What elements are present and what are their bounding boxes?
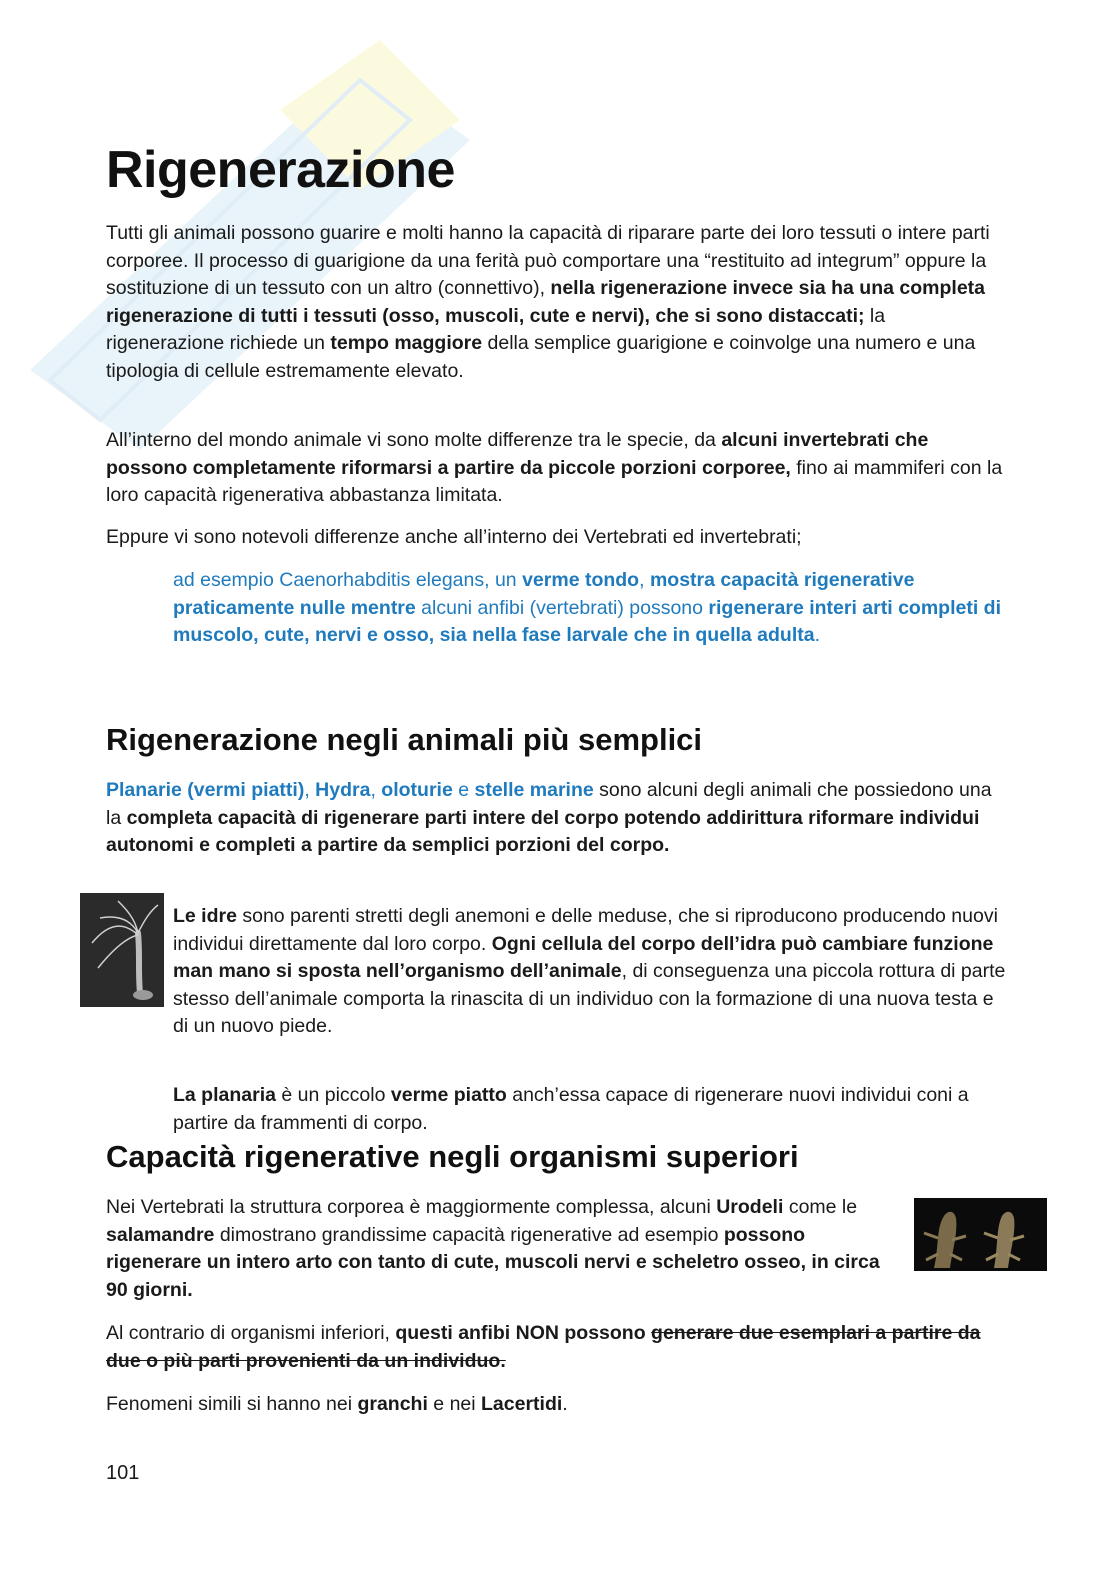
vertebrates-paragraph: Nei Vertebrati la struttura corporea è maggiormente complessa, alcuni Urodeli come le salamandre dimostrano grandissime capacità rigenerative ad esempio possono rigenerare un intero arto con tanto di cute, muscoli nervi e scheletro osseo, in circa 90 giorni. (106, 1196, 880, 1301)
planaria-paragraph: La planaria è un piccolo verme piatto anch’essa capace di rigenerare nuovi individui coni a partire da frammenti di corpo. (173, 1084, 969, 1134)
amphibians-paragraph: Al contrario di organismi inferiori, questi anfibi NON possono generare due esemplari a partire da due o più parti provenienti da un individuo. (106, 1322, 981, 1372)
hydra-image (80, 893, 164, 1007)
simple-animals-paragraph: Planarie (vermi piatti), Hydra, oloturie e stelle marine sono alcuni degli animali che possiedono una la completa capacità di rigenerare parti intere del corpo potendo addirittura riformare individui autonomi e completi a partire da semplici porzioni del corpo. (106, 779, 992, 856)
intro-paragraph: Tutti gli animali possono guarire e molti hanno la capacità di riparare parte dei loro tessuti o intere parti corporee. Il processo di guarigione da una ferità può comportare una “restituito ad integrum” oppure la sostituzione di un tessuto con un altro (connettivo), nella rigenerazione invece sia ha una completa rigenerazione di tutti i tessuti (osso, muscoli, cute e nervi), che si sono distaccati; la rigenerazione richiede un tempo maggiore della semplice guarigione e coinvolge una numero e una tipologia di cellule estremamente elevato. (106, 222, 990, 382)
hydra-paragraph: Le idre sono parenti stretti degli anemoni e delle meduse, che si riproducono producendo nuovi individui direttamente dal loro corpo. Ogni cellula del corpo dell’idra può cambiare funzione man mano si sposta nell’organismo dell’animale, di conseguenza una piccola rottura di parte stesso dell’animale comporta la rinascita di un individuo con la formazione di una nuova testa e di un nuovo piede. (173, 905, 1006, 1037)
section-heading-higher-organisms: Capacità rigenerative negli organismi superiori (106, 1139, 799, 1174)
section-heading-simple-animals: Rigenerazione negli animali più semplici (106, 722, 703, 757)
differences-paragraph: Eppure vi sono notevoli differenze anche all’interno dei Vertebrati ed invertebrati; (106, 526, 802, 548)
example-paragraph: ad esempio Caenorhabditis elegans, un verme tondo, mostra capacità rigenerative praticamente nulle mentre alcuni anfibi (vertebrati) possono rigenerare interi arti completi di muscolo, cute, nervi e osso, sia nella fase larvale che in quella adulta. (173, 569, 1001, 646)
page-title: Rigenerazione (106, 141, 455, 199)
salamanders-image (914, 1198, 1047, 1271)
species-paragraph: All’interno del mondo animale vi sono molte differenze tra le specie, da alcuni invertebrati che possono completamente riformarsi a partire da piccole porzioni corporee, fino ai mammiferi con la loro capacità rigenerativa abbastanza limitata. (106, 429, 1003, 506)
page-number: 101 (106, 1462, 140, 1484)
similar-phenomena-paragraph: Fenomeni simili si hanno nei granchi e nei Lacertidi. (106, 1393, 568, 1415)
